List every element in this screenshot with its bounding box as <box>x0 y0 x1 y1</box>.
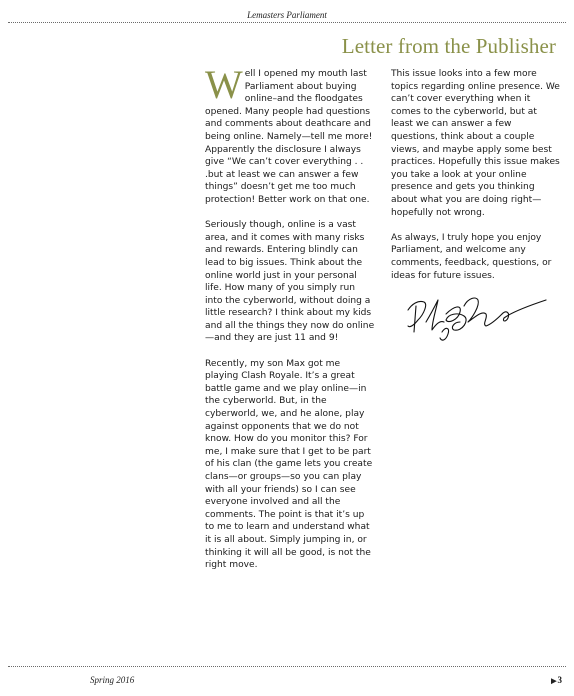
drop-cap: W <box>205 62 243 107</box>
paragraph: Recently, my son Max got me playing Clash Royale. It’s a great battle game and we play online—in the cyberworld. But, in the cyberworld, we, and he alone, play against opponents that we do not know. How do you monitor this? For me, I make sure that I get to be part of his clan (the game lets you create clans—or groups—so you can play with all your friends) so I can see everyone involved and all the comments. The point is that it’s up to me to learn and understand what it is all about. Simply jumping in, or thinking it will all be good, is not the right move. <box>205 358 373 571</box>
page-number-text: 3 <box>557 675 562 685</box>
page-number <box>551 675 562 685</box>
paragraph-text: ell I opened my mouth last Parliament about buying online–and the floodgates opened. Many people had questions and comments about deathcare and being online. Namely—tell me more! Apparently the disclosure I always give “We can’t cover everything . . .but at least we can answer a few things” doesn’t get me too much protection! Better work on that one. <box>205 69 373 205</box>
paragraph <box>205 62 375 207</box>
footer-date: Spring 2016 <box>90 675 135 685</box>
letter-column-left <box>205 62 375 584</box>
page-marker-icon: ▶ <box>551 677 557 685</box>
publisher-signature <box>402 292 548 344</box>
header-divider <box>8 22 566 23</box>
paragraph: As always, I truly hope you enjoy Parliament, and welcome any comments, feedback, questions, or ideas for future issues. <box>391 232 552 281</box>
paragraph: This issue looks into a few more topics regarding online presence. We can’t cover everything when it comes to the cyberworld, but at least we can answer a few questions, think about a couple views, and maybe apply some best practices. Hopefully this issue makes you take a look at your online presence and gets you thinking about what you are doing right—hopefully not wrong. <box>391 69 560 218</box>
paragraph: Seriously though, online is a vast area, and it comes with many risks and rewards. Entering blindly can lead to big issues. Think about the online world just in your personal life. How many of you simply run into the cyberworld, without doing a little research? I think about my kids and all the things they now do online—and they are just 11 and 9! <box>205 220 375 344</box>
running-head: Lemasters Parliament <box>247 10 327 20</box>
letter-column-right <box>391 68 561 295</box>
footer-divider <box>8 666 566 667</box>
page-title: Letter from the Publisher <box>341 34 556 58</box>
